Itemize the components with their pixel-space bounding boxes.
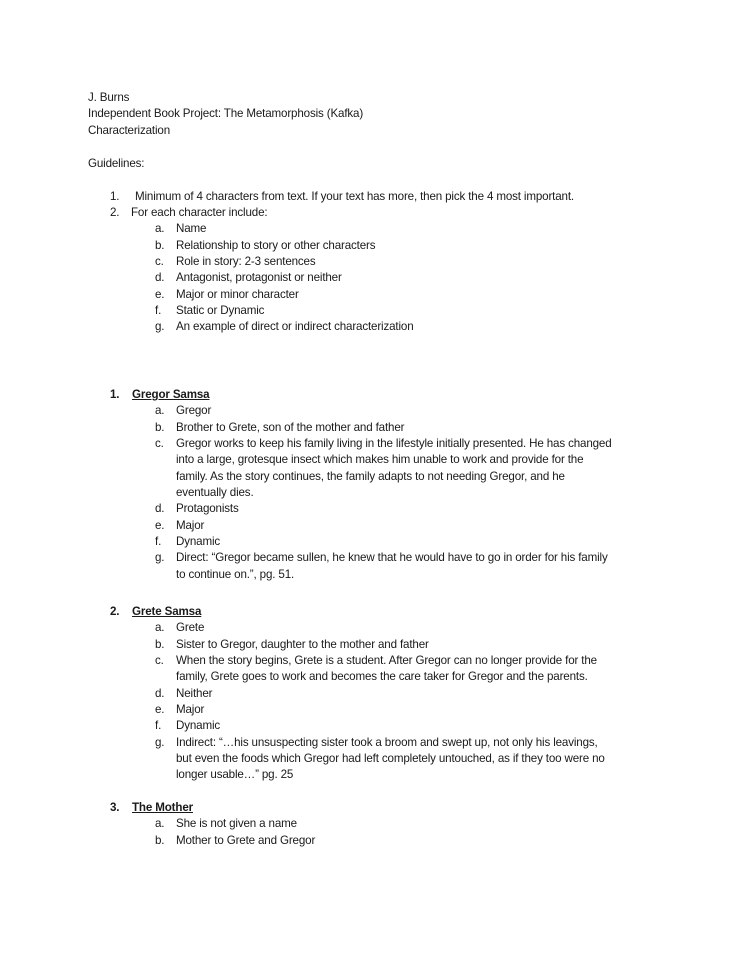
detail-text: She is not given a name: [176, 817, 297, 831]
character-detail: [0, 833, 749, 849]
detail-text: Neither: [176, 686, 213, 700]
guideline-item: [0, 205, 749, 221]
guidelines: [0, 156, 749, 336]
guideline-subitem: [0, 303, 749, 319]
character-detail: [0, 653, 749, 669]
guideline-subitem: [0, 270, 749, 286]
character-detail: [0, 567, 749, 583]
detail-letter: b.: [155, 420, 165, 434]
subitem-letter: f.: [155, 304, 162, 318]
character-number: 2.: [110, 605, 120, 618]
detail-text: Mother to Grete and Gregor: [176, 833, 316, 847]
subitem-letter: a.: [155, 222, 165, 236]
detail-text: Grete: [176, 621, 205, 635]
character-detail: [0, 403, 749, 419]
detail-text: Protagonists: [176, 502, 239, 516]
guideline-item: [0, 189, 749, 205]
detail-text: Gregor works to keep his family living in the lifestyle initially presented. He has changed: [176, 437, 612, 451]
detail-text: into a large, grotesque insect which makes him unable to work and provide for the: [176, 453, 584, 467]
detail-letter: c.: [155, 654, 164, 668]
detail-text: eventually dies.: [176, 486, 254, 500]
guideline-subitem: [0, 254, 749, 270]
detail-letter: b.: [155, 637, 165, 651]
character-detail: [0, 669, 749, 685]
character-detail: [0, 767, 749, 783]
detail-letter: f.: [155, 535, 162, 549]
document-header: [0, 90, 749, 139]
character-heading: [0, 387, 749, 403]
character-detail: [0, 518, 749, 534]
detail-text: Sister to Gregor, daughter to the mother and father: [176, 637, 429, 651]
character-detail: [0, 452, 749, 468]
detail-letter: c.: [155, 437, 164, 451]
detail-text: Dynamic: [176, 535, 221, 549]
project-title: Independent Book Project: The Metamorphosis (Kafka): [88, 107, 364, 121]
character-number: 3.: [110, 801, 120, 814]
subitem-text: An example of direct or indirect characterization: [176, 320, 414, 334]
detail-letter: g.: [155, 735, 165, 749]
subitem-letter: b.: [155, 238, 165, 252]
guidelines-label: Guidelines:: [88, 157, 145, 170]
character-detail: [0, 420, 749, 436]
character-name: Grete Samsa: [132, 605, 202, 618]
character-detail: [0, 686, 749, 702]
item-text: For each character include:: [131, 206, 268, 220]
character-3: [0, 800, 749, 849]
author: J. Burns: [88, 91, 130, 104]
subitem-letter: e.: [155, 287, 165, 301]
character-detail: [0, 534, 749, 550]
character-name: The Mother: [132, 801, 193, 814]
subitem-letter: c.: [155, 255, 164, 269]
item-number: 2.: [110, 206, 120, 220]
item-text: Minimum of 4 characters from text. If your text has more, then pick the 4 most important.: [135, 189, 574, 203]
detail-letter: d.: [155, 686, 165, 700]
detail-text: Gregor: [176, 404, 212, 418]
subitem-text: Antagonist, protagonist or neither: [176, 271, 342, 285]
character-detail: [0, 550, 749, 566]
detail-letter: a.: [155, 817, 165, 831]
detail-text: to continue on.”, pg. 51.: [176, 567, 295, 581]
subitem-text: Static or Dynamic: [176, 304, 265, 318]
detail-text: family, Grete goes to work and becomes the care taker for Gregor and the parents.: [176, 670, 588, 684]
detail-text: Major: [176, 518, 205, 532]
detail-letter: e.: [155, 518, 165, 532]
character-detail: [0, 501, 749, 517]
subitem-letter: d.: [155, 271, 165, 285]
character-detail: [0, 751, 749, 767]
detail-text: Indirect: “…his unsuspecting sister took a broom and swept up, not only his leavings,: [176, 735, 598, 749]
detail-letter: b.: [155, 833, 165, 847]
detail-text: Brother to Grete, son of the mother and father: [176, 420, 405, 434]
detail-letter: d.: [155, 502, 165, 516]
detail-text: family. As the story continues, the family adapts to not needing Gregor, and he: [176, 469, 565, 483]
subitem-text: Role in story: 2-3 sentences: [176, 255, 316, 269]
subitem-text: Major or minor character: [176, 287, 299, 301]
detail-text: Direct: “Gregor became sullen, he knew that he would have to go in order for his family: [176, 551, 608, 565]
character-name: Gregor Samsa: [132, 388, 210, 401]
character-detail: [0, 718, 749, 734]
character-detail: [0, 735, 749, 751]
topic: Characterization: [88, 123, 171, 137]
character-detail: [0, 436, 749, 452]
detail-text: longer usable…” pg. 25: [176, 768, 294, 782]
character-detail: [0, 702, 749, 718]
detail-letter: g.: [155, 551, 165, 565]
detail-letter: e.: [155, 703, 165, 717]
character-detail: [0, 620, 749, 636]
detail-letter: a.: [155, 404, 165, 418]
character-detail: [0, 485, 749, 501]
character-2: [0, 604, 749, 784]
character-detail: [0, 469, 749, 485]
detail-letter: f.: [155, 719, 162, 733]
detail-text: Dynamic: [176, 719, 221, 733]
character-number: 1.: [110, 388, 120, 401]
guideline-subitem: [0, 221, 749, 237]
guideline-subitem: [0, 319, 749, 335]
character-detail: [0, 637, 749, 653]
character-detail: [0, 816, 749, 832]
subitem-text: Name: [176, 222, 207, 236]
detail-text: Major: [176, 703, 205, 717]
detail-letter: a.: [155, 621, 165, 635]
character-1: [0, 387, 749, 583]
guideline-subitem: [0, 287, 749, 303]
character-heading: [0, 604, 749, 620]
item-number: 1.: [110, 189, 120, 203]
guideline-subitem: [0, 238, 749, 254]
detail-text: When the story begins, Grete is a student. After Gregor can no longer provide for the: [176, 654, 597, 668]
subitem-text: Relationship to story or other characters: [176, 238, 376, 252]
character-heading: [0, 800, 749, 816]
subitem-letter: g.: [155, 320, 165, 334]
detail-text: but even the foods which Gregor had left completely untouched, as if they too were no: [176, 752, 605, 766]
